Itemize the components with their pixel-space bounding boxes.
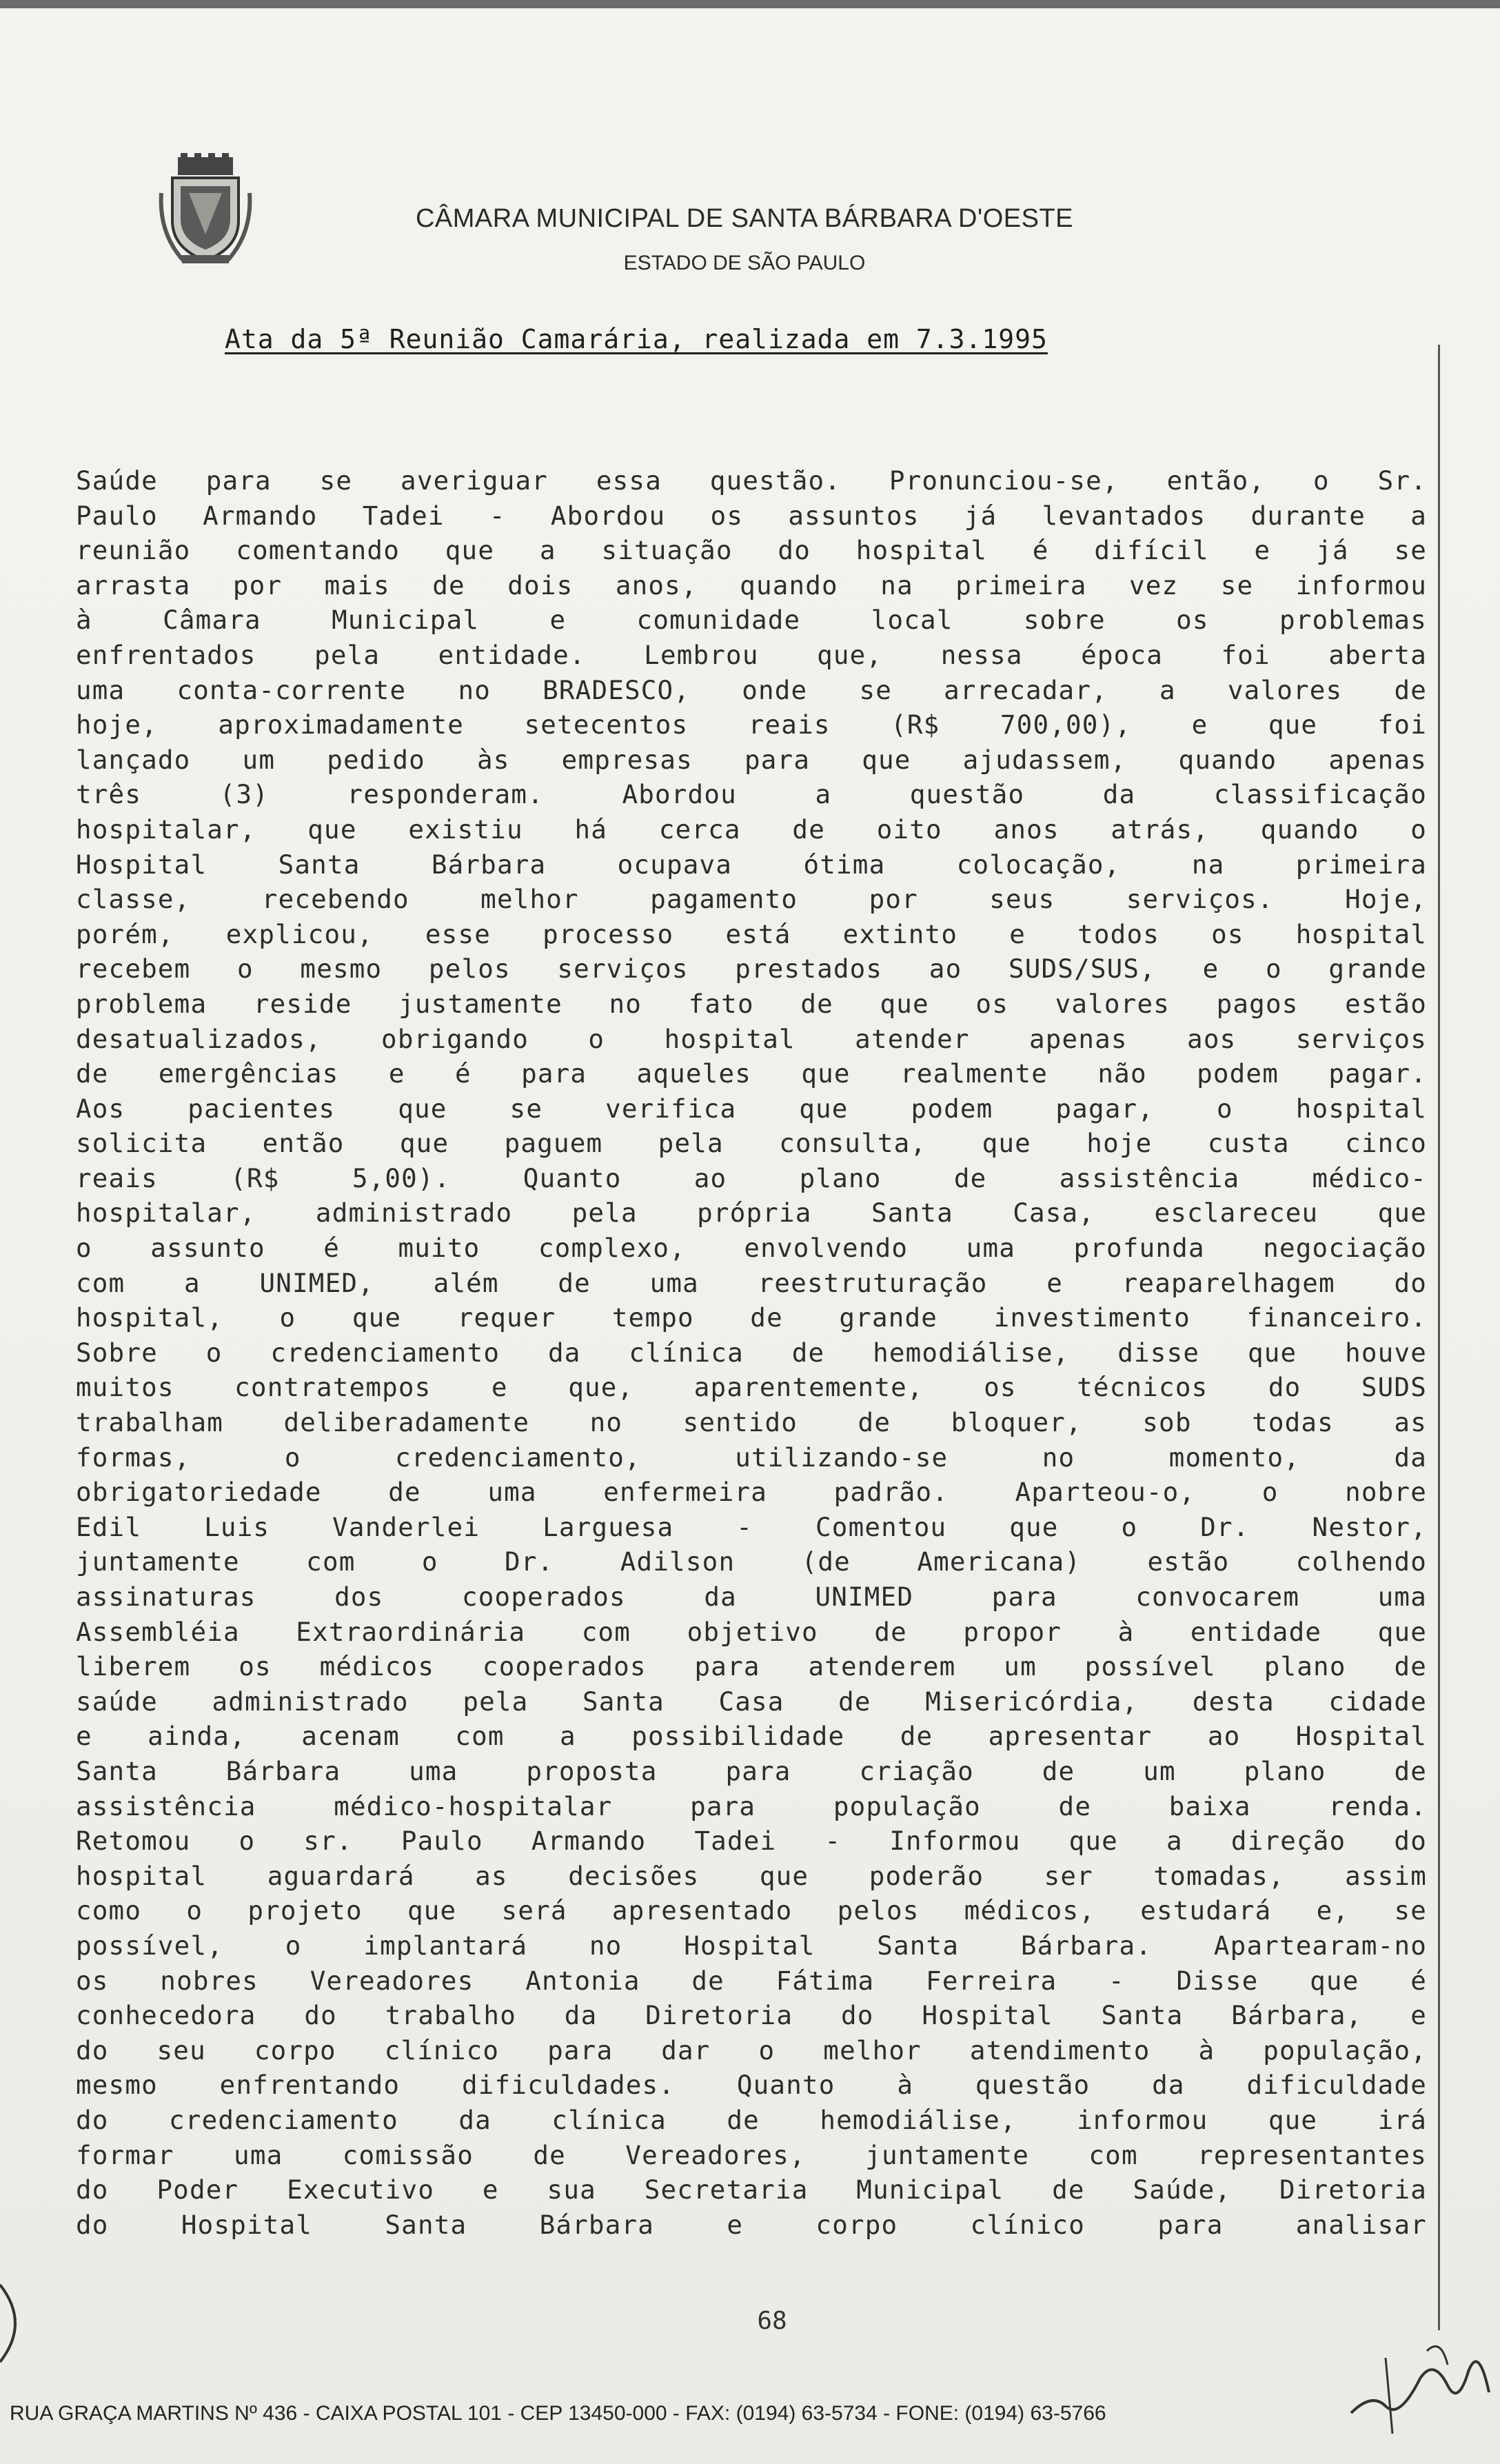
letterhead	[262, 204, 1227, 275]
body-line: juntamente com o Dr. Adilson (de Americana) estão colhendo	[76, 1546, 1427, 1577]
body-line: do seu corpo clínico para dar o melhor atendimento à população,	[76, 2034, 1427, 2066]
body-line: e ainda, acenam com a possibilidade de apresentar ao Hospital	[76, 1721, 1427, 1752]
body-line: possível, o implantará no Hospital Santa Bárbara. Apartearam-no	[76, 1930, 1427, 1961]
binding-mark	[0, 2282, 41, 2365]
body-line: Assembléia Extraordinária com objetivo de propor à entidade que	[76, 1616, 1427, 1647]
minutes-body	[76, 463, 1427, 2242]
right-margin-rule	[1438, 345, 1440, 2330]
body-line: Edil Luis Vanderlei Larguesa - Comentou que o Dr. Nestor,	[76, 1511, 1427, 1542]
body-line: de emergências e é para aqueles que realmente não podem pagar.	[76, 1058, 1427, 1089]
body-line: hospital aguardará as decisões que poderão ser tomadas, assim	[76, 1860, 1427, 1891]
body-line: Santa Bárbara uma proposta para criação de um plano de	[76, 1755, 1427, 1786]
body-line: porém, explicou, esse processo está extinto e todos os hospital	[76, 918, 1427, 949]
body-line: reunião comentando que a situação do hospital é difícil e já se	[76, 535, 1427, 566]
body-line: Hospital Santa Bárbara ocupava ótima colocação, na primeira	[76, 849, 1427, 880]
body-line: hoje, aproximadamente setecentos reais (R$ 700,00), e que foi	[76, 709, 1427, 740]
body-line: reais (R$ 5,00). Quanto ao plano de assistência médico-	[76, 1162, 1427, 1193]
body-line: formas, o credenciamento, utilizando-se no momento, da	[76, 1442, 1427, 1473]
body-line: assinaturas dos cooperados da UNIMED para convocarem uma	[76, 1582, 1427, 1612]
body-line: solicita então que paguem pela consulta, que hoje custa cinco	[76, 1128, 1427, 1159]
body-line: do Hospital Santa Bárbara e corpo clínico para analisar	[76, 2209, 1427, 2240]
body-line: formar uma comissão de Vereadores, juntamente com representantes	[76, 2139, 1427, 2170]
body-line: Paulo Armando Tadei - Abordou os assuntos já levantados durante a	[76, 500, 1427, 531]
body-line: obrigatoriedade de uma enfermeira padrão. Aparteou-o, o nobre	[76, 1477, 1427, 1508]
body-line: conhecedora do trabalho da Diretoria do Hospital Santa Bárbara, e	[76, 2000, 1427, 2031]
body-line: enfrentados pela entidade. Lembrou que, nessa época foi aberta	[76, 639, 1427, 670]
body-line: Aos pacientes que se verifica que podem pagar, o hospital	[76, 1093, 1427, 1124]
body-line: os nobres Vereadores Antonia de Fátima Ferreira - Disse que é	[76, 1965, 1427, 1996]
body-line: Retomou o sr. Paulo Armando Tadei - Informou que a direção do	[76, 1826, 1427, 1857]
body-line: desatualizados, obrigando o hospital atender apenas aos serviços	[76, 1023, 1427, 1054]
body-line: classe, recebendo melhor pagamento por seus serviços. Hoje,	[76, 884, 1427, 915]
body-line: uma conta-corrente no BRADESCO, onde se arrecadar, a valores de	[76, 674, 1427, 705]
body-line: hospital, o que requer tempo de grande investimento financeiro.	[76, 1302, 1427, 1333]
municipal-crest-icon	[157, 152, 254, 269]
body-line: saúde administrado pela Santa Casa de Misericórdia, desta cidade	[76, 1686, 1427, 1717]
body-line: problema reside justamente no fato de que os valores pagos estão	[76, 988, 1427, 1019]
body-line: arrasta por mais de dois anos, quando na primeira vez se informou	[76, 569, 1427, 600]
body-line: hospitalar, administrado pela própria Santa Casa, esclareceu que	[76, 1198, 1427, 1229]
body-line: três (3) responderam. Abordou a questão da classificação	[76, 779, 1427, 810]
body-line: Sobre o credenciamento da clínica de hemodiálise, disse que houve	[76, 1337, 1427, 1368]
body-line: trabalham deliberadamente no sentido de bloquer, sob todas as	[76, 1407, 1427, 1438]
body-line: muitos contratempos e que, aparentemente, os técnicos do SUDS	[76, 1372, 1427, 1403]
handwritten-signature	[1344, 2330, 1500, 2441]
body-line: assistência médico-hospitalar para população de baixa renda.	[76, 1790, 1427, 1821]
body-line: mesmo enfrentando dificuldades. Quanto à questão da dificuldade	[76, 2070, 1427, 2101]
body-line: com a UNIMED, além de uma reestruturação e reaparelhagem do	[76, 1267, 1427, 1298]
letterhead-title: CÂMARA MUNICIPAL DE SANTA BÁRBARA D'OESTE	[415, 204, 1074, 233]
footer-address: RUA GRAÇA MARTINS Nº 436 - CAIXA POSTAL 101 - CEP 13450-000 - FAX: (0194) 63-5734 - FONE: (0194) 63-5766	[10, 2402, 1106, 2425]
body-line: do Poder Executivo e sua Secretaria Municipal de Saúde, Diretoria	[76, 2174, 1427, 2205]
body-line: hospitalar, que existiu há cerca de oito anos atrás, quando o	[76, 814, 1427, 845]
body-line: Saúde para se averiguar essa questão. Pronunciou-se, então, o Sr.	[76, 465, 1427, 496]
body-line: à Câmara Municipal e comunidade local sobre os problemas	[76, 605, 1427, 636]
body-line: lançado um pedido às empresas para que ajudassem, quando apenas	[76, 744, 1427, 775]
body-line: o assunto é muito complexo, envolvendo uma profunda negociação	[76, 1233, 1427, 1264]
page-top-edge	[0, 0, 1500, 8]
letterhead-subtitle: ESTADO DE SÃO PAULO	[623, 252, 866, 274]
minutes-heading: Ata da 5ª Reunião Camarária, realizada em 7.3.1995	[225, 324, 1048, 354]
page-number: 68	[757, 2307, 787, 2335]
body-line: recebem o mesmo pelos serviços prestados ao SUDS/SUS, e o grande	[76, 953, 1427, 984]
body-line: liberem os médicos cooperados para atenderem um possível plano de	[76, 1651, 1427, 1682]
body-line: como o projeto que será apresentado pelos médicos, estudará e, se	[76, 1895, 1427, 1926]
body-line: do credenciamento da clínica de hemodiálise, informou que irá	[76, 2104, 1427, 2135]
